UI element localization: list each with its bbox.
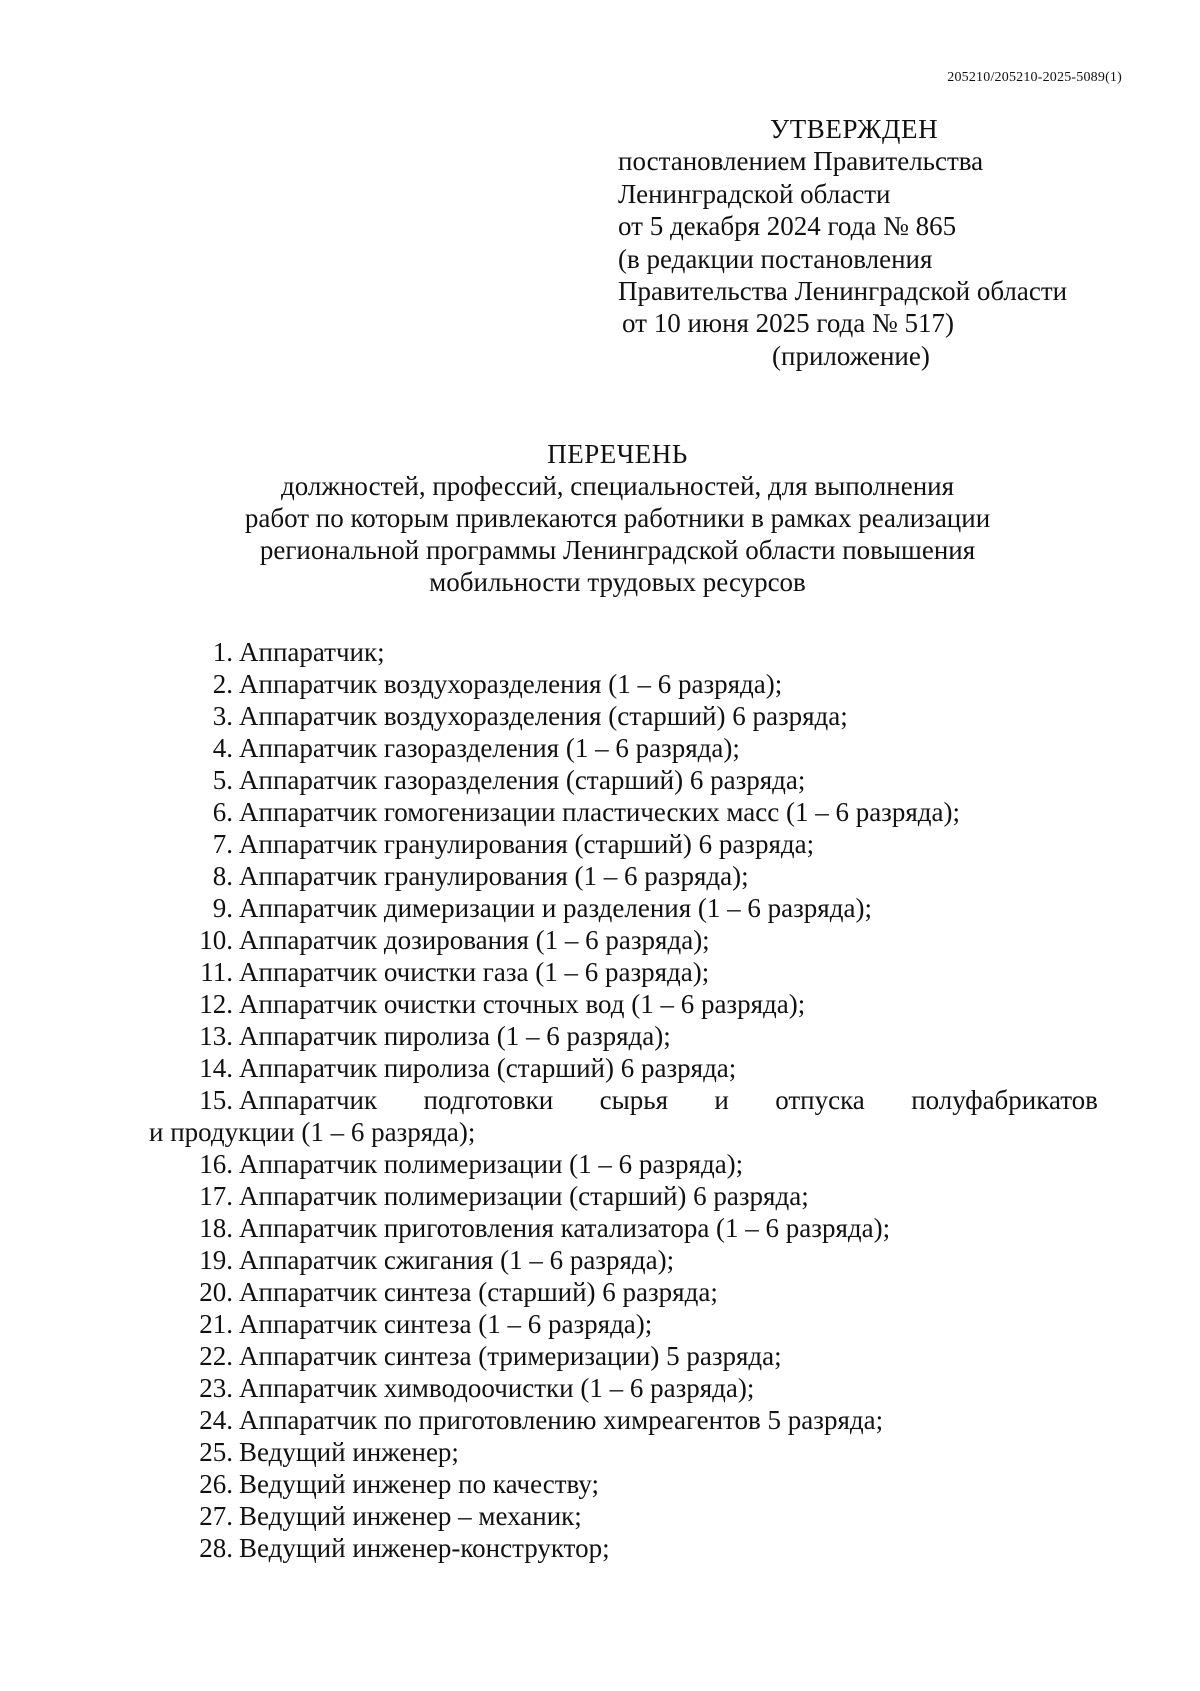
document-registration-number: 205210/205210-2025-5089(1) [947, 70, 1122, 85]
list-item-text: Аппаратчик газоразделения (старший) 6 разряда; [239, 765, 806, 795]
list-item-text: Аппаратчик газоразделения (1 – 6 разряда); [239, 733, 740, 763]
list-item-number: 28. [199, 1533, 233, 1563]
list-item [173, 924, 1098, 956]
list-item-word: сырья [599, 1085, 668, 1115]
list-item-number: 13. [199, 1021, 233, 1051]
list-item [173, 988, 1098, 1020]
appendix-label: (приложение) [772, 340, 930, 371]
list-item-text: Аппаратчик; [239, 637, 385, 667]
list-item-text: Аппаратчик дозирования (1 – 6 разряда); [239, 925, 710, 955]
approval-line: постановлением Правительства [618, 146, 984, 177]
list-item [173, 1148, 1098, 1180]
list-item [173, 1020, 1098, 1052]
list-item [186, 668, 1098, 700]
list-item-text: Аппаратчик полимеризации (1 – 6 разряда); [239, 1149, 744, 1179]
list-item-number: 27. [199, 1501, 233, 1531]
document-subtitle-line: мобильности трудовых ресурсов [429, 567, 806, 597]
list-item [186, 732, 1098, 764]
list-item-text: Аппаратчик пиролиза (1 – 6 разряда); [239, 1021, 671, 1051]
list-item-text: Аппаратчик синтеза (1 – 6 разряда); [239, 1309, 653, 1339]
list-item-text: Ведущий инженер по качеству; [239, 1469, 599, 1499]
list-item-number: 16. [199, 1149, 233, 1179]
list-item [186, 796, 1098, 828]
approval-line: Ленинградской области [618, 178, 891, 209]
list-item-number: 20. [199, 1277, 233, 1307]
list-item-word: и [714, 1085, 729, 1115]
list-item [173, 1308, 1098, 1340]
list-item-number: 6. [212, 797, 233, 827]
list-item [173, 1052, 1098, 1084]
list-item-number: 4. [212, 733, 233, 763]
list-item [173, 1340, 1098, 1372]
list-item-text: Аппаратчик синтеза (старший) 6 разряда; [239, 1277, 718, 1307]
list-item [173, 1180, 1098, 1212]
list-item-number: 26. [199, 1469, 233, 1499]
list-item-number: 14. [199, 1053, 233, 1083]
list-item [173, 1212, 1098, 1244]
list-item-text: Аппаратчик гранулирования (1 – 6 разряда); [239, 861, 749, 891]
list-item-number: 1. [212, 637, 233, 667]
approved-stamp-word: УТВЕРЖДЕН [770, 114, 939, 144]
list-item [186, 636, 1098, 668]
list-item-text: Аппаратчик очистки газа (1 – 6 разряда); [239, 957, 710, 987]
profession-list [149, 636, 1098, 1564]
list-item-text: Аппаратчик димеризации и разделения (1 – 6 разряда); [239, 893, 872, 923]
list-item-text: Ведущий инженер; [239, 1437, 459, 1467]
approval-line: (в редакции постановления [618, 243, 933, 274]
list-item-number: 21. [199, 1309, 233, 1339]
list-item-number: 3. [212, 701, 233, 731]
list-item-text: Аппаратчик полимеризации (старший) 6 разряда; [239, 1181, 809, 1211]
list-item-number: 2. [212, 669, 233, 699]
list-item [186, 892, 1098, 924]
list-item-number: 25. [199, 1437, 233, 1467]
list-item-word: Аппаратчик [239, 1085, 378, 1115]
list-item-text: Аппаратчик приготовления катализатора (1 – 6 разряда); [239, 1213, 891, 1243]
list-item [173, 956, 1098, 988]
list-item [173, 1468, 1098, 1500]
list-item [186, 860, 1098, 892]
approval-line: от 10 июня 2025 года № 517) [622, 308, 955, 339]
list-item-word: подготовки [423, 1085, 554, 1115]
list-item-text: Аппаратчик гранулирования (старший) 6 разряда; [239, 829, 815, 859]
list-item-number: 23. [199, 1373, 233, 1403]
list-item-text: Аппаратчик синтеза (тримеризации) 5 разряда; [239, 1341, 782, 1371]
list-item [173, 1372, 1098, 1404]
list-item [173, 1500, 1098, 1532]
document-heading [150, 438, 1085, 598]
document-subtitle-line: региональной программы Ленинградской области повышения [259, 535, 976, 565]
list-item-number: 17. [199, 1181, 233, 1211]
list-item [186, 764, 1098, 796]
list-item [186, 700, 1098, 732]
list-item-text: Аппаратчик химводоочистки (1 – 6 разряда); [239, 1373, 755, 1403]
list-item-number: 10. [199, 925, 233, 955]
list-item [186, 828, 1098, 860]
list-item-first-line [173, 1084, 1098, 1116]
list-item-continuation: и продукции (1 – 6 разряда); [149, 1117, 476, 1147]
list-item-text: Аппаратчик по приготовлению химреагентов 5 разряда; [239, 1405, 884, 1435]
document-subtitle-line: работ по которым привлекаются работники в рамках реализации [244, 503, 991, 533]
approval-block [618, 113, 1138, 372]
list-item-number: 11. [200, 957, 233, 987]
approval-line: Правительства Ленинградской области [618, 276, 1068, 307]
list-item [173, 1244, 1098, 1276]
list-item-number: 22. [199, 1341, 233, 1371]
list-item-word: полуфабрикатов [911, 1085, 1098, 1115]
document-title: ПЕРЕЧЕНЬ [547, 439, 688, 469]
list-item-text: Ведущий инженер-конструктор; [239, 1533, 610, 1563]
list-item [173, 1404, 1098, 1436]
list-item [149, 1084, 1098, 1148]
list-item-text: Аппаратчик сжигания (1 – 6 разряда); [239, 1245, 675, 1275]
list-item-text: Аппаратчик воздухоразделения (старший) 6 разряда; [239, 701, 848, 731]
list-item-number: 15. [199, 1085, 233, 1115]
approval-line: от 5 декабря 2024 года № 865 [618, 211, 957, 242]
list-item-number: 24. [199, 1405, 233, 1435]
list-item-number: 18. [199, 1213, 233, 1243]
list-item-word: отпуска [775, 1085, 865, 1115]
list-item-number: 7. [212, 829, 233, 859]
list-item-text: Аппаратчик пиролиза (старший) 6 разряда; [239, 1053, 737, 1083]
list-item-number: 5. [212, 765, 233, 795]
list-item-text: Аппаратчик гомогенизации пластических масс (1 – 6 разряда); [239, 797, 960, 827]
list-item [173, 1436, 1098, 1468]
list-item-number: 19. [199, 1245, 233, 1275]
list-item-number: 8. [212, 861, 233, 891]
list-item-number: 12. [199, 989, 233, 1019]
list-item-number: 9. [212, 893, 233, 923]
list-item [173, 1276, 1098, 1308]
list-item-text: Аппаратчик очистки сточных вод (1 – 6 разряда); [239, 989, 806, 1019]
document-subtitle-line: должностей, профессий, специальностей, для выполнения [280, 471, 955, 501]
list-item-text: Аппаратчик воздухоразделения (1 – 6 разряда); [239, 669, 783, 699]
list-item-text: Ведущий инженер – механик; [239, 1501, 582, 1531]
list-item [173, 1532, 1098, 1564]
